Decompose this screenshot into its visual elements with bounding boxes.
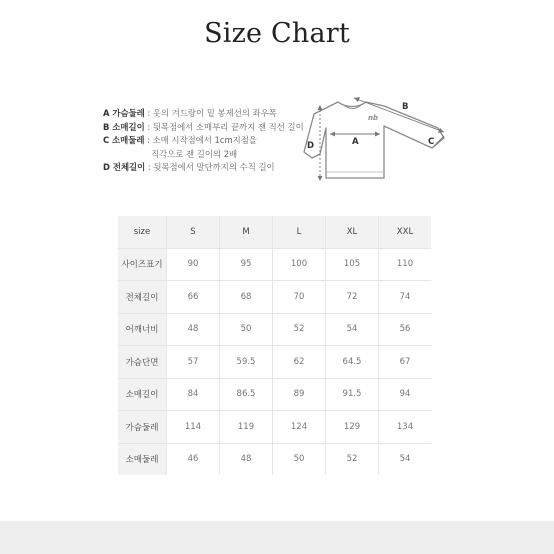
table-cell: 119 [220, 411, 273, 444]
table-cell: 52 [326, 443, 379, 475]
table-row [118, 378, 431, 411]
measurement-guide [103, 107, 303, 175]
row-label: 가슴단면 [118, 346, 167, 379]
table-cell: 124 [273, 411, 326, 444]
guide-line-sleeve-circumference-cont [103, 148, 303, 162]
row-label: 전체길이 [118, 281, 167, 314]
guide-text: : 소매 시작점에서 1cm지점을 [144, 135, 257, 145]
header-cell: size [118, 216, 167, 248]
table-cell: 95 [220, 248, 273, 281]
table-cell: 89 [273, 378, 326, 411]
table-cell: 74 [379, 281, 432, 314]
table-cell: 50 [273, 443, 326, 475]
header-cell: XXL [379, 216, 432, 248]
label-a: A [352, 137, 359, 147]
bottom-band [0, 521, 554, 554]
table-cell: 56 [379, 313, 432, 346]
table-header-row [118, 216, 431, 248]
new-balance-logo-icon [368, 114, 378, 122]
size-table [118, 216, 431, 475]
guide-text: 직각으로 잰 길이의 2배 [151, 148, 238, 159]
table-cell: 50 [220, 313, 273, 346]
svg-text:nb: nb [368, 114, 378, 122]
table-cell: 90 [167, 248, 220, 281]
table-cell: 84 [167, 378, 220, 411]
guide-key: D 전체길이 [103, 162, 146, 172]
table-cell: 134 [379, 411, 432, 444]
table-cell: 57 [167, 346, 220, 379]
table-cell: 48 [220, 443, 273, 475]
page-title: Size Chart [204, 18, 350, 49]
sweatshirt-diagram [298, 92, 458, 192]
guide-key: A 가슴둘레 [103, 108, 145, 118]
table-cell: 91.5 [326, 378, 379, 411]
row-label: 소매길이 [118, 378, 167, 411]
table-cell: 54 [399, 454, 411, 465]
table-cell: 66 [167, 281, 220, 314]
guide-line-total-length [103, 161, 303, 175]
row-label: 사이즈표기 [118, 248, 167, 281]
table-cell: 48 [167, 313, 220, 346]
table-cell: 105 [326, 248, 379, 281]
table-cell: 67 [379, 346, 432, 379]
guide-text: : 뒷목점에서 말단까지의 수직 길이 [145, 162, 275, 172]
table-cell: 94 [379, 378, 432, 411]
table-cell: 54 [326, 313, 379, 346]
table-cell: 72 [326, 281, 379, 314]
measure-c-line [434, 136, 444, 146]
table-cell: 70 [273, 281, 326, 314]
guide-line-sleeve-length [103, 121, 303, 135]
table-cell: 86.5 [220, 378, 273, 411]
table-row [118, 248, 431, 281]
table-cell: 68 [220, 281, 273, 314]
table-row [118, 313, 431, 346]
table-cell: 52 [273, 313, 326, 346]
guide-key: B 소매길이 [103, 121, 145, 132]
table-cell: 62 [273, 346, 326, 379]
table-row [118, 443, 431, 475]
measure-d-line [318, 105, 323, 181]
row-label: 소매둘레 [118, 443, 167, 475]
label-b: B [402, 102, 409, 112]
table-cell: 64.5 [326, 346, 379, 379]
guide-text: : 뒷목점에서 소매부리 끝까지 잰 직선 길이 [144, 121, 304, 132]
table-cell: 129 [326, 411, 379, 444]
guide-text: : 옷의 겨드랑이 밑 봉제선의 좌우폭 [144, 108, 277, 118]
measure-a-line [330, 132, 380, 137]
table-row [118, 346, 431, 379]
table-cell: 114 [167, 411, 220, 444]
table-row [118, 411, 431, 444]
guide-key: C 소매둘레 [103, 135, 145, 145]
table-cell: 100 [273, 248, 326, 281]
row-label: 가슴둘레 [118, 411, 167, 444]
size-table-body [118, 216, 431, 475]
label-d: D [307, 141, 315, 151]
label-c: C [428, 137, 435, 147]
table-row [118, 281, 431, 314]
table-cell: 46 [167, 443, 220, 475]
table-cell: 59.5 [220, 346, 273, 379]
header-cell: M [220, 216, 273, 248]
row-label: 어깨너비 [118, 313, 167, 346]
header-cell: XL [326, 216, 379, 248]
guide-line-sleeve-circumference [103, 134, 303, 148]
header-cell: L [273, 216, 326, 248]
table-cell: 110 [379, 248, 432, 281]
header-cell: S [167, 216, 220, 248]
guide-line-chest [103, 107, 303, 121]
